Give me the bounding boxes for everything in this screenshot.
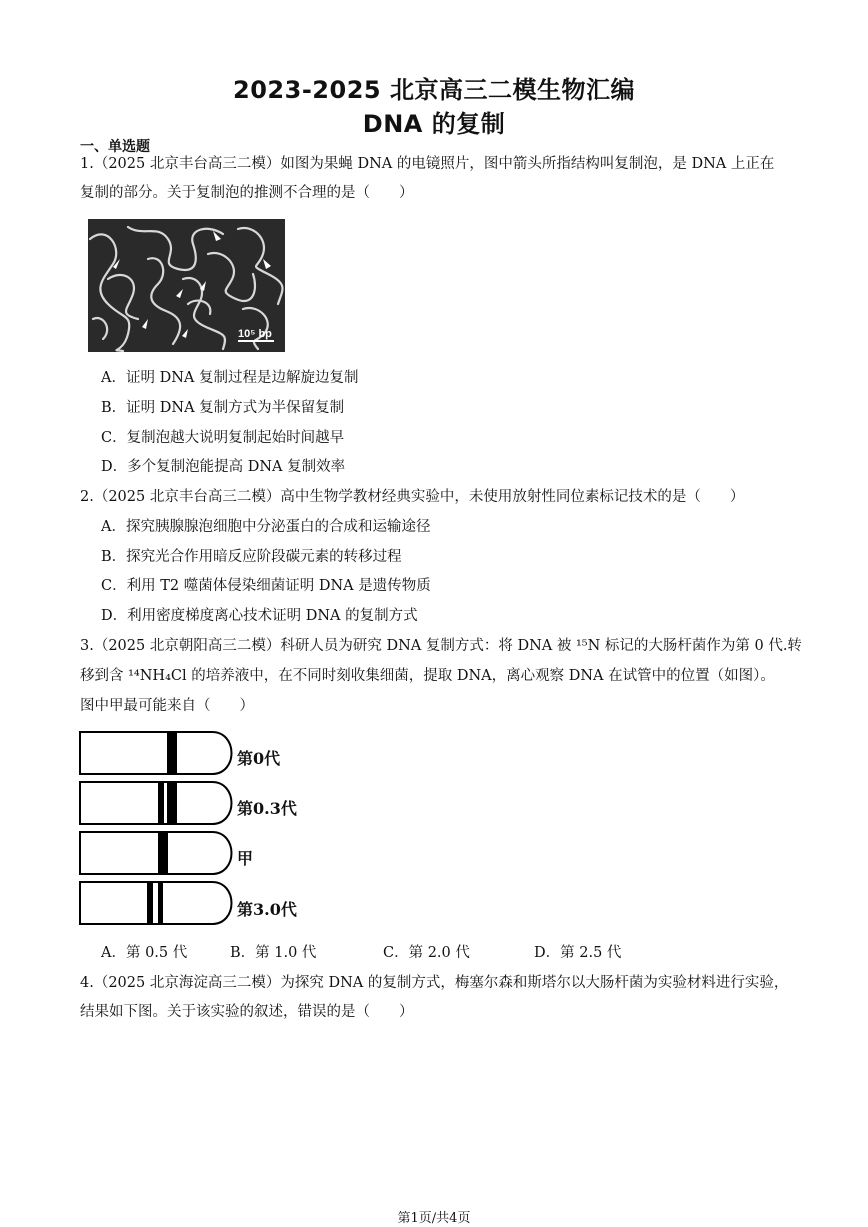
q3-option-b: B．第 1.0 代 [230,945,317,961]
q2-option-d: D．利用密度梯度离心技术证明 DNA 的复制方式 [101,608,418,624]
tube-label-gen03: 第0.3代 [237,799,297,818]
section-heading: 一、单选题 [80,139,150,155]
q2-option-c: C．利用 T2 噬菌体侵染细菌证明 DNA 是遗传物质 [101,578,431,594]
tube-label-gen30: 第3.0代 [237,900,297,919]
band-gen0-heavy [167,733,177,773]
tube-gen0 [80,732,232,774]
q4-stem-line1: 4.（2025 北京海淀高三二模）为探究 DNA 的复制方式，梅塞尔森和斯塔尔以大肠杆菌为实验材料进行实验， [80,975,789,991]
tube-label-jia: 甲 [237,849,254,868]
q2-option-a: A．探究胰腺腺泡细胞中分泌蛋白的合成和运输途径 [101,519,431,535]
q3-option-c: C．第 2.0 代 [383,945,470,961]
band-gen03-heavy [167,783,177,823]
page-number: 第1页/共4页 [397,1211,471,1226]
tube-gen03 [80,782,232,824]
q1-option-c: C．复制泡越大说明复制起始时间越早 [101,430,345,446]
q3-option-d: D．第 2.5 代 [534,945,622,961]
q1-option-b: B．证明 DNA 复制方式为半保留复制 [101,400,345,416]
q1-option-d: D．多个复制泡能提高 DNA 复制效率 [101,459,346,475]
band-gen30-light [147,883,153,923]
q1-option-a: A．证明 DNA 复制过程是边解旋边复制 [101,370,359,386]
q4-stem-line2: 结果如下图。关于该实验的叙述，错误的是（ ） [80,1004,414,1020]
band-gen30-hybrid [158,883,163,923]
q2-stem: 2.（2025 北京丰台高三二模）高中生物学教材经典实验中，未使用放射性同位素标记技术的是（ ） [80,489,745,505]
tube-jia [80,832,232,874]
dna-electron-micrograph [88,219,285,352]
document-title: 2023-2025 北京高三二模生物汇编 [233,76,635,104]
q2-option-b: B．探究光合作用暗反应阶段碳元素的转移过程 [101,549,402,565]
q3-stem-line1: 3.（2025 北京朝阳高三二模）科研人员为研究 DNA 复制方式：将 DNA 被 ¹⁵N 标记的大肠杆菌作为第 0 代.转 [80,638,802,654]
q3-stem-line3: 图中甲最可能来自（ ） [80,698,254,714]
document-subtitle: DNA 的复制 [362,110,506,138]
centrifuge-tubes-diagram [78,728,238,928]
q1-stem-line2: 复制的部分。关于复制泡的推测不合理的是（ ） [80,185,414,201]
q3-stem-line2: 移到含 ¹⁴NH₄Cl 的培养液中，在不同时刻收集细菌，提取 DNA，离心观察 DNA 在试管中的位置（如图）。 [80,668,775,684]
q1-stem-line1: 1.（2025 北京丰台高三二模）如图为果蝇 DNA 的电镜照片，图中箭头所指结构叫复制泡，是 DNA 上正在 [80,156,775,172]
band-gen03-hybrid [158,783,164,823]
q3-option-a: A．第 0.5 代 [101,945,188,961]
band-jia-hybrid [158,833,168,873]
scale-bar-label: 10⁵ bp [238,328,272,340]
tube-gen30 [80,882,232,924]
tube-label-gen0: 第0代 [237,749,281,768]
